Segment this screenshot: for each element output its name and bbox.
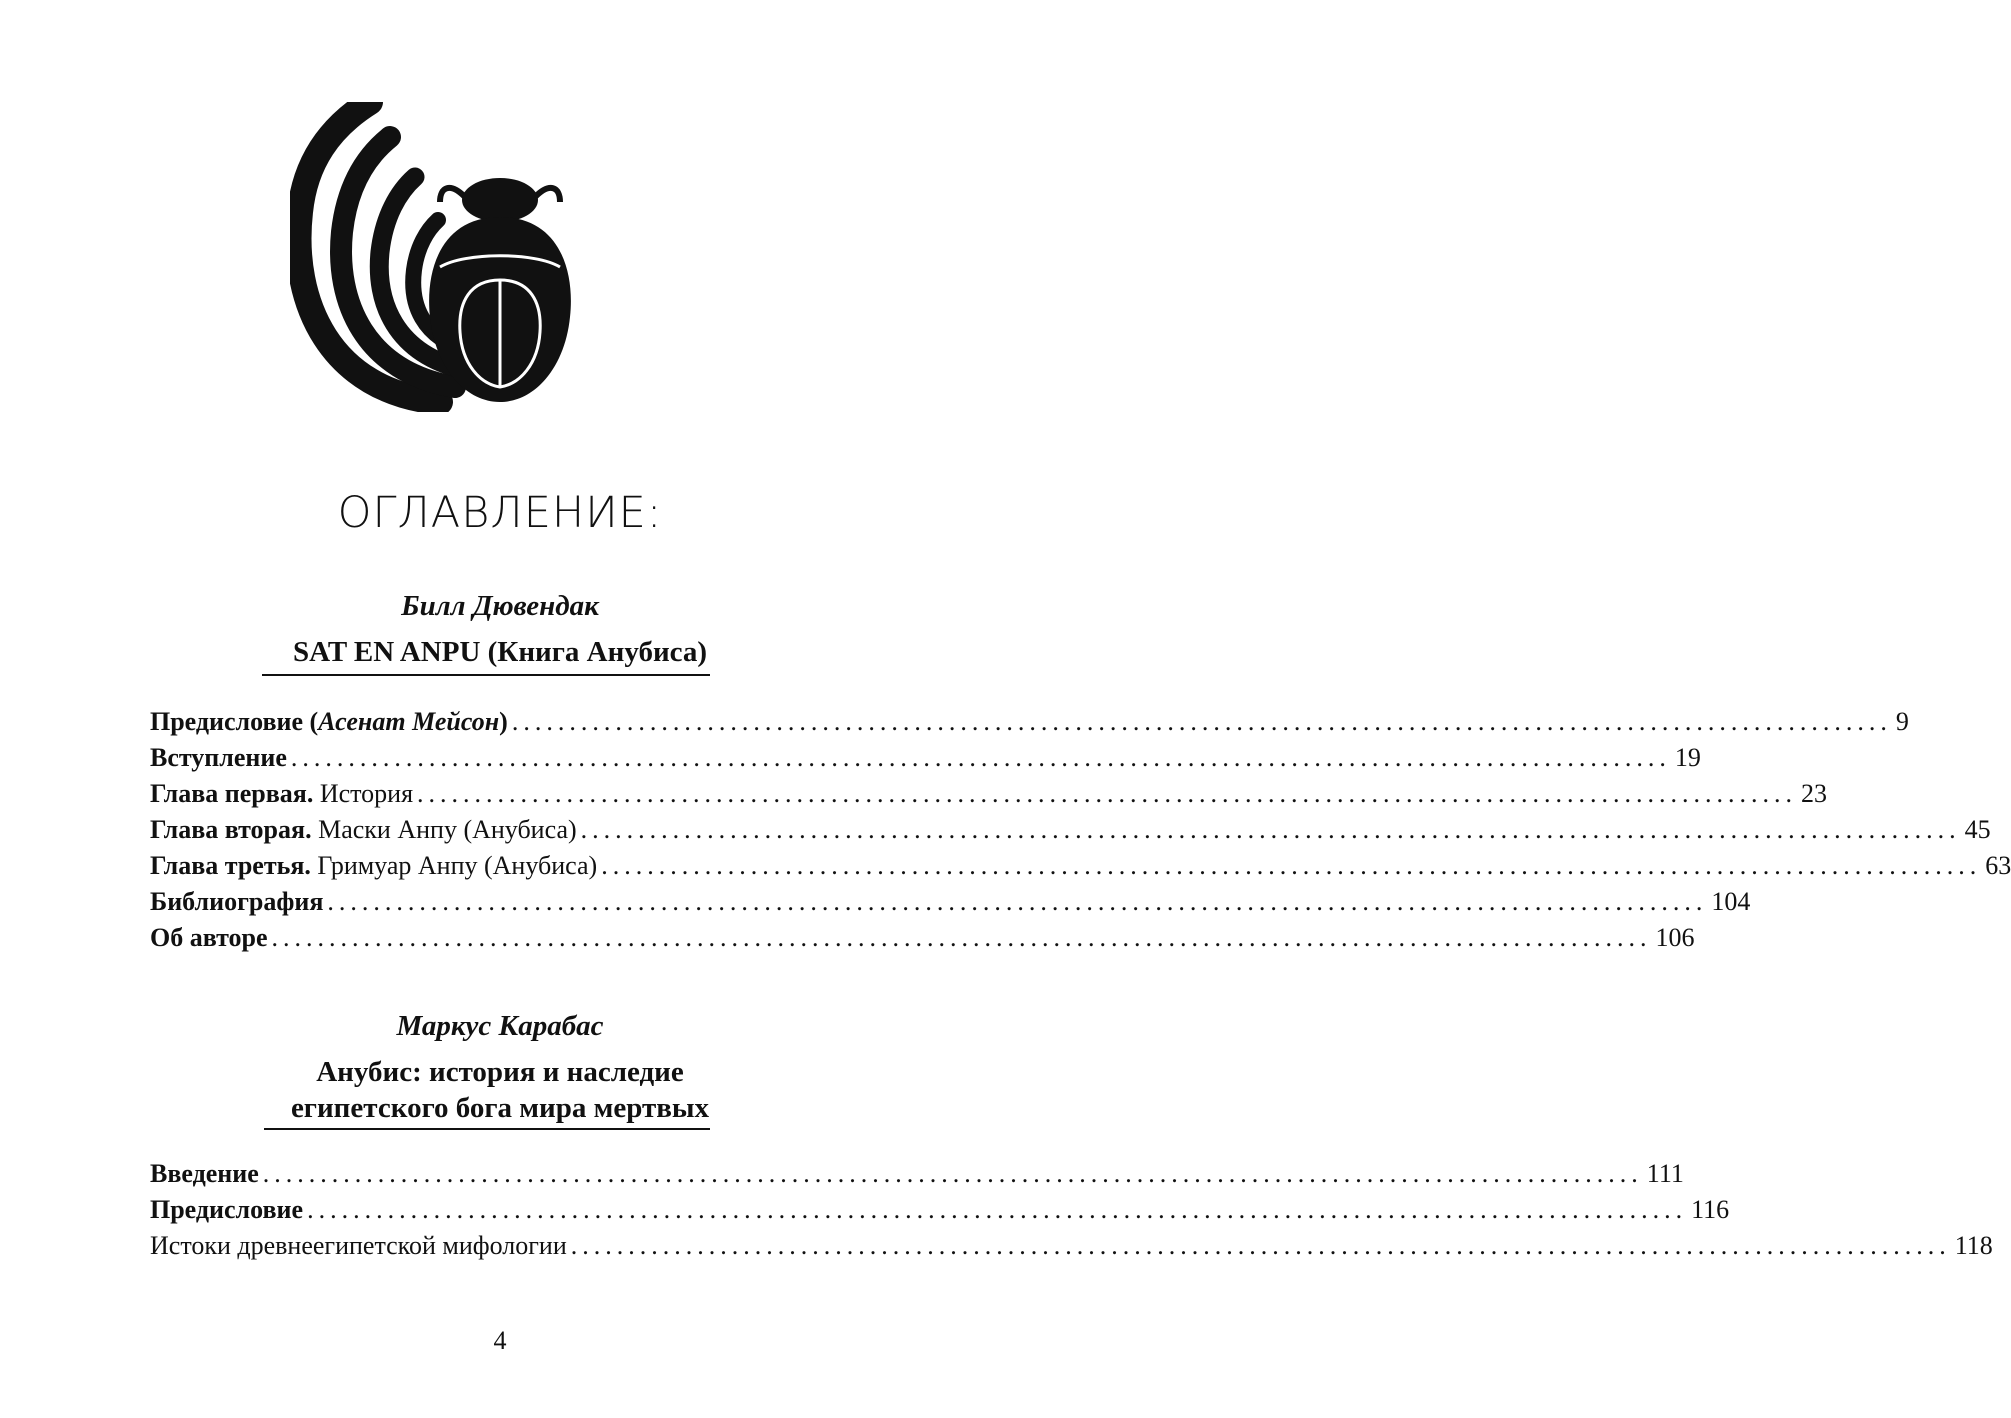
toc-page-number: 63	[1985, 851, 2011, 880]
toc-entry-label: Глава вторая. Маски Анпу (Анубиса)	[150, 815, 577, 844]
toc-row[interactable]	[150, 776, 1828, 812]
toc-page-number: 19	[1674, 743, 1701, 772]
toc-page-number: 23	[1801, 779, 1828, 808]
section-2-divider	[264, 1128, 710, 1130]
leader-dots: ........................................................................................................................	[570, 1231, 1951, 1260]
toc-page-number: 111	[1646, 1159, 1684, 1188]
toc-entry-label: Предисловие (Асенат Мейсон)	[150, 707, 508, 736]
section-1-toc	[150, 704, 2011, 956]
section-2-toc	[150, 1156, 1993, 1264]
leader-dots: ........................................................................................................................	[601, 851, 1982, 880]
section-2-author: Маркус Карабас	[396, 1010, 604, 1042]
toc-row[interactable]	[150, 704, 1909, 740]
section-1-divider	[262, 674, 710, 676]
toc-row[interactable]	[150, 920, 1695, 956]
page-number: 4	[493, 1326, 507, 1355]
toc-row[interactable]	[150, 848, 2011, 884]
leader-dots: ........................................................................................................................	[580, 815, 1961, 844]
toc-row[interactable]	[150, 812, 1991, 848]
leader-dots: ........................................................................................................................	[271, 923, 1652, 952]
leader-dots: ........................................................................................................................	[290, 743, 1671, 772]
toc-page-number: 9	[1895, 707, 1909, 736]
toc-row[interactable]	[150, 1192, 1730, 1228]
section-2-title-line-2: египетского бога мира мертвых	[290, 1092, 710, 1124]
toc-entry-label: Глава третья. Гримуар Анпу (Анубиса)	[150, 851, 598, 880]
toc-page-number: 106	[1655, 923, 1695, 952]
leader-dots: ........................................................................................................................	[327, 887, 1708, 916]
section-1-author: Билл Дювендак	[401, 590, 599, 622]
leader-dots: ........................................................................................................................	[307, 1195, 1688, 1224]
toc-row[interactable]	[150, 1156, 1684, 1192]
toc-page-number: 104	[1711, 887, 1751, 916]
section-2-title-line-1: Анубис: история и наследие	[316, 1056, 684, 1088]
toc-page-number: 116	[1691, 1195, 1730, 1224]
leader-dots: ........................................................................................................................	[417, 779, 1798, 808]
toc-entry-label: Введение	[150, 1159, 259, 1188]
toc-row[interactable]	[150, 740, 1701, 776]
section-1-title: SAT EN ANPU (Книга Анубиса)	[292, 636, 708, 668]
toc-entry-label: Предисловие	[150, 1195, 304, 1224]
toc-entry-label: Библиография	[150, 887, 324, 916]
toc-heading: ОГЛАВЛЕНИЕ:	[337, 488, 663, 538]
toc-entry-label: Вступление	[150, 743, 287, 772]
toc-page-number: 118	[1954, 1231, 1993, 1260]
toc-page-number: 45	[1964, 815, 1991, 844]
winged-scarab-icon	[290, 102, 710, 412]
toc-row[interactable]	[150, 884, 1751, 920]
leader-dots: ........................................................................................................................	[262, 1159, 1643, 1188]
toc-entry-label: Об авторе	[150, 923, 268, 952]
toc-entry-label: Истоки древнеегипетской мифологии	[150, 1231, 567, 1260]
toc-row[interactable]	[150, 1228, 1993, 1264]
toc-entry-label: Глава первая. История	[150, 779, 414, 808]
leader-dots: ........................................................................................................................	[511, 707, 1892, 736]
